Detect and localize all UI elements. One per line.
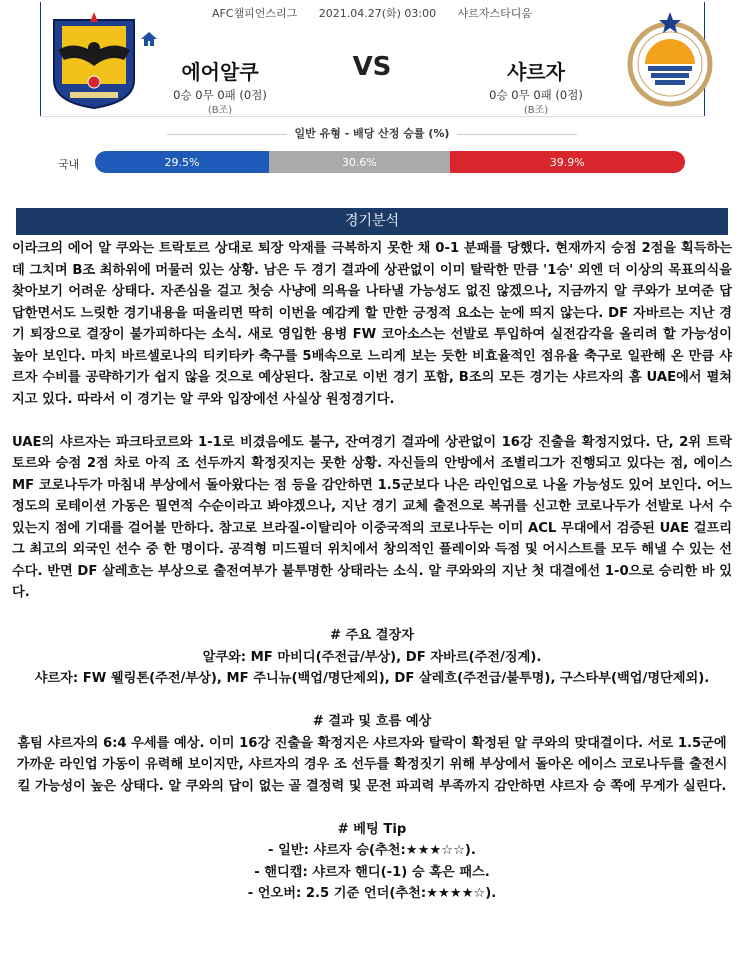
away-team-group: (B조)	[523, 105, 549, 116]
absent-home: 알쿠와: MF 마비디(주전급/부상), DF 자바르(주전/징계).	[202, 649, 542, 665]
left-divider	[40, 2, 41, 116]
absent-away: 샤르자: FW 웰링톤(주전/부상), MF 주니뉴(백업/명단제외), DF 살레흐(주전급/불투명), 구스타부(백업/명단제외).	[34, 671, 710, 686]
venue: 샤르자스타디움	[457, 7, 533, 20]
away-team-record: 0승 0무 0패 (0점)	[489, 88, 583, 102]
home-team-crest	[44, 10, 144, 110]
home-team-analysis: 이라크의 에어 알 쿠와는 트락토르 상대로 퇴장 악재를 극복하지 못한 채 0-1 분패를 당했다. 현재까지 승점 2점을 획득하는데 그치며 B조 최하위에 머물러 있는 상황. 남은 두 경기 결과에 상관없이 이미 탈락한 만큼 '1승' 외엔 더 이상의 목표의식을 찾아보기 어려운 상태다. 자존심을 걸고 첫승 사냥에 의욕을 나타낼 가능성도 없진 않겠으나, 지금까지 알 쿠와가 보여준 답답한면서도 느릿한 경기내용을 떠올리면 딱히 이번을 예감케 할 만한 긍정적 요소는 눈에 띄지 않는다. DF 자바르는 지난 경기 퇴장으로 결장이 불가피하다는 소식. 새로 영입한 용병 FW 코아소스는 선발로 투입하여 실전감각을 올리려 할 가능성이 높아 보인다. 마치 바르셀로나의 티키타카 축구를 5배속으로 느리게 보는 듯한 비효율적인 점유율 축구로 일관해 온 만큼 샤르자 수비를 공략하기가 쉽지 않을 것으로 예상된다. 참고로 이번 경기 포함, B조의 모든 경기는 샤르자의 홈 UAE에서 펼쳐지고 있다. 따라서 이 경기는 알 쿠와 입장에선 사실상 원정경기다.	[12, 241, 732, 407]
tip-handicap: - 핸디캡: 샤르자 핸디(-1) 승 혹은 패스.	[254, 864, 490, 880]
away-team-name: 샤르자	[507, 60, 565, 84]
odds-home-segment: 29.5%	[95, 151, 269, 173]
tip-title: # 베팅 Tip	[337, 821, 407, 837]
analysis-header: 경기분석	[16, 208, 728, 235]
competition: AFC챔피언스리그	[211, 7, 298, 20]
home-team-name: 에어알쿠	[181, 60, 259, 84]
odds-title: 일반 유형 - 배당 산정 승률 (%)	[0, 125, 744, 141]
flow-title: # 결과 및 흐름 예상	[312, 714, 432, 729]
tip-general: - 일반: 샤르자 승(추천:★★★☆☆).	[268, 843, 476, 858]
home-team-record: 0승 0무 0패 (0점)	[173, 88, 267, 102]
tip-overunder: - 언오버: 2.5 기준 언더(추천:★★★★☆).	[247, 886, 497, 901]
vs-label: VS	[352, 52, 392, 82]
analysis-article	[12, 238, 732, 905]
odds-bar	[95, 151, 685, 173]
odds-draw-segment: 30.6%	[269, 151, 450, 173]
home-icon[interactable]	[140, 30, 158, 48]
flow-text: 홈팀 샤르자의 6:4 우세를 예상. 이미 16강 진출을 확정지은 샤르자와 탈락이 확정된 알 쿠와의 맞대결이다. 서로 1.5군에 가까운 라인업 가동이 유력해 보이지만, 샤르자의 경우 조 선두를 확정짓기 위해 부상에서 돌아온 에이스 코로나두를 출전시킬 가능성이 높은 상태다. 알 쿠와의 답이 없는 골 결정력 및 문전 파괴력 부족까지 감안하면 샤르자 승 쪽에 무게가 실린다.	[16, 735, 728, 794]
odds-away-segment: 39.9%	[450, 151, 685, 173]
away-team-analysis: UAE의 샤르자는 파크타코르와 1-1로 비겼음에도 불구, 잔여경기 결과에 상관없이 16강 진출을 확정지었다. 단, 2위 트락토르와 승점 2점 차로 아직 조 선두까지 확정짓지는 못한 상황. 자신들의 안방에서 조별리그가 진행되고 있다는 점, 에이스 MF 코로나두가 마침내 부상에서 돌아왔다는 점 등을 감안하면 1.5군보다 나은 라인업으로 나올 가능성도 있어 보인다. 어느 정도의 로테이션 가동은 필연적 수순이라고 봐야겠으나, 지난 경기 교체 출전으로 복귀를 신고한 코로나두가 선발로 나서 수 있는지 점에 기대를 걸어볼 만하다. 참고로 브라질-이탈리아 이중국적의 코로나두는 이미 ACL 무대에서 검증된 UAE 걸프리그 최고의 외국인 선수 중 한 명이다. 공격형 미드필더 위치에서 창의적인 플레이와 득점 및 어시스트를 모두 해낼 수 있는 선수다. 반면 DF 살레흐는 부상으로 출전여부가 불투명한 상태라는 소식. 알 쿠와와의 지난 첫 대결에선 1-0으로 승리한 바 있다.	[12, 434, 732, 600]
match-datetime: 2021.04.27(화) 03:00	[318, 7, 437, 20]
absent-title: # 주요 결장자	[330, 628, 414, 643]
home-team-group: (B조)	[207, 105, 233, 116]
away-team-crest	[620, 10, 720, 110]
header-divider	[40, 116, 705, 117]
odds-row-label: 국내	[58, 158, 80, 171]
